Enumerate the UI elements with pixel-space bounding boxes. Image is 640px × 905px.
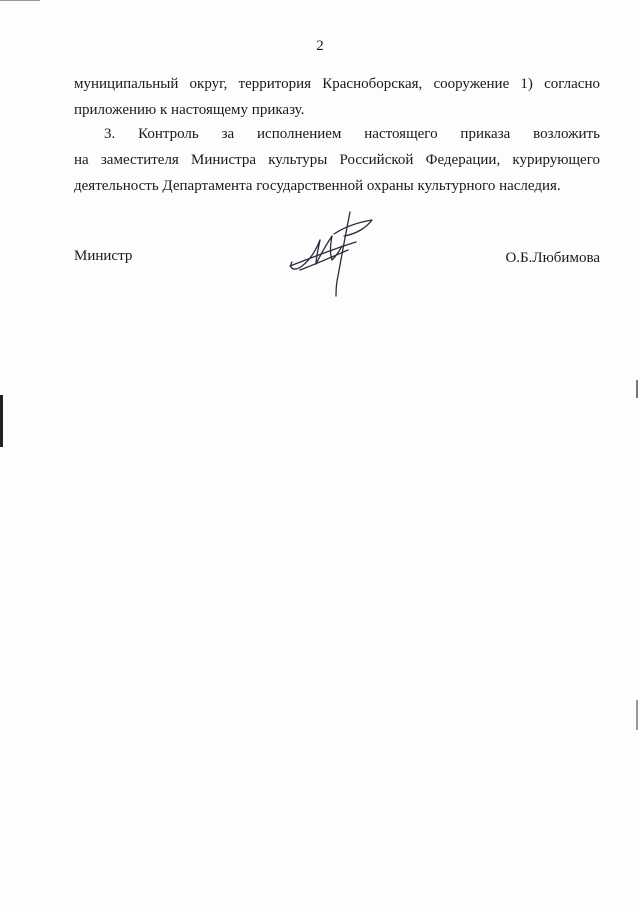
paragraph-item-3 [74, 121, 600, 199]
item-3-word: возложить [533, 126, 600, 142]
item-3-third-line: деятельность Департамента государственной охраны культурного наследия. [74, 178, 561, 194]
item-3-first-line [74, 121, 600, 147]
item-3-word: настоящего [364, 126, 438, 142]
scan-edge-mark [636, 700, 638, 730]
item-3-second-line: на заместителя Министра культуры Российской Федерации, курирующего [74, 152, 600, 168]
signatory-title: Министр [74, 248, 133, 264]
scan-edge-mark [0, 395, 3, 447]
item-3-number: 3. [104, 126, 116, 142]
page-number: 2 [316, 38, 324, 54]
item-3-word: Контроль [138, 126, 199, 142]
item-3-word: исполнением [257, 126, 342, 142]
signature-block [74, 240, 600, 300]
handwritten-signature-icon [286, 206, 376, 298]
item-3-word: за [221, 126, 235, 142]
item-3-word: приказа [460, 126, 511, 142]
scan-edge-mark [636, 380, 638, 398]
scan-edge-mark [0, 0, 40, 1]
signatory-name: О.Б.Любимова [505, 250, 600, 266]
continued-paragraph: муниципальный округ, территория Красноборская, сооружение 1) согласно приложению к настоящему приказу. [74, 76, 600, 118]
